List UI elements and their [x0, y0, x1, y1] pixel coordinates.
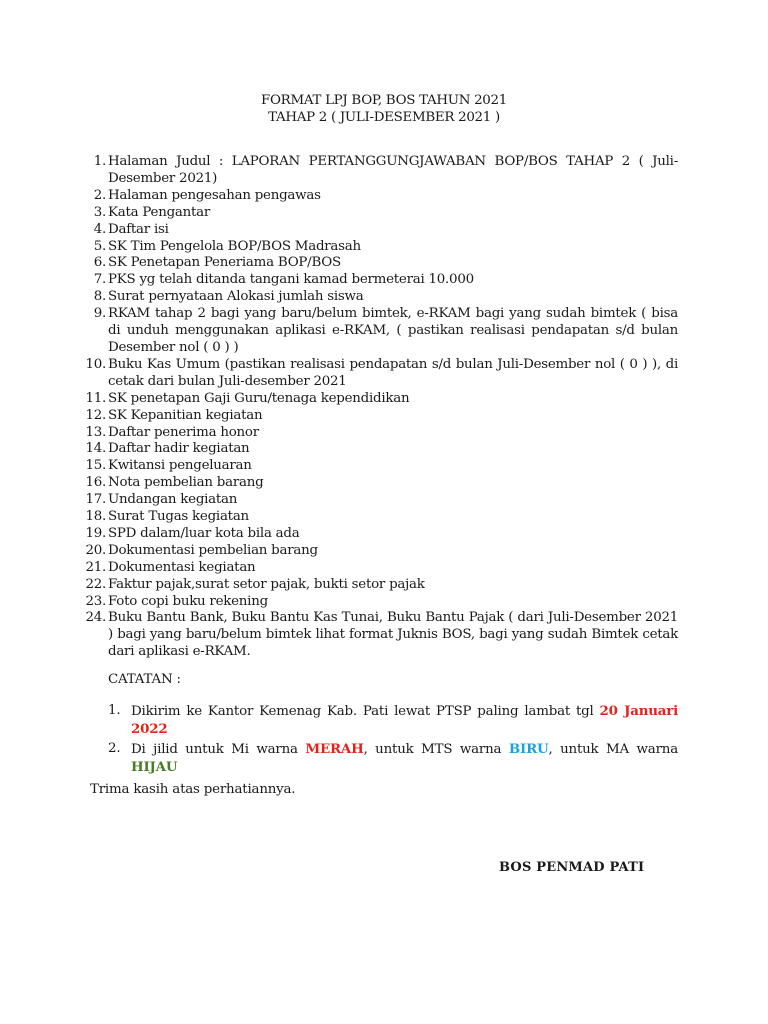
- deadline-date: 20 Januari 2022: [131, 703, 678, 737]
- list-item-number: 5.: [93, 238, 106, 254]
- color-hijau: HIJAU: [131, 758, 178, 775]
- title-line-1: FORMAT LPJ BOP, BOS TAHUN 2021: [261, 93, 507, 108]
- list-item: [76, 272, 678, 289]
- notes-list: [108, 703, 678, 779]
- list-item-number: 20.: [85, 542, 106, 558]
- list-item-number: 16.: [85, 475, 106, 491]
- list-item: [76, 441, 678, 458]
- list-item-number: 9.: [93, 306, 106, 322]
- list-item: [76, 289, 678, 306]
- list-item: [76, 594, 678, 611]
- list-item-number: 1.: [93, 154, 106, 169]
- catatan-label: CATATAN :: [108, 672, 181, 687]
- list-item-text: Buku Bantu Bank, Buku Bantu Kas Tunai, Buku Bantu Pajak ( dari Juli-Desember 2021 ) bagi yang baru/belum bimtek lihat format Juknis BOS, bagi yang sudah Bimtek cetak dari aplikasi e-RKAM.: [108, 610, 678, 660]
- note-text-part: Di jilid untuk Mi warna: [131, 741, 306, 757]
- list-item-text: SK penetapan Gaji Guru/tenaga kependidikan: [108, 390, 410, 406]
- note-item: [108, 741, 678, 777]
- list-item: [76, 408, 678, 425]
- list-item: [76, 509, 678, 526]
- list-item-text: Kata Pengantar: [108, 204, 211, 220]
- list-item: [76, 560, 678, 577]
- list-item-number: 2.: [93, 187, 106, 203]
- list-item: [76, 475, 678, 492]
- signature: BOS PENMAD PATI: [499, 860, 645, 875]
- note-item: [108, 703, 678, 739]
- list-item-number: 3.: [93, 204, 106, 220]
- list-item-text: Daftar hadir kegiatan: [108, 441, 250, 457]
- list-item-text: Surat pernyataan Alokasi jumlah siswa: [108, 289, 364, 305]
- list-item-number: 15.: [85, 458, 106, 474]
- list-item-number: 10.: [85, 356, 106, 372]
- list-item-number: 23.: [85, 593, 106, 609]
- list-item: [76, 255, 678, 272]
- color-merah: MERAH: [305, 740, 364, 757]
- list-item-number: 8.: [93, 289, 106, 305]
- list-item-text: PKS yg telah ditanda tangani kamad bermeterai 10.000: [108, 272, 474, 288]
- list-item: [76, 154, 678, 188]
- list-item-text: Nota pembelian barang: [108, 475, 264, 491]
- color-biru: BIRU: [508, 740, 549, 757]
- list-item: [76, 526, 678, 543]
- note-number: 1.: [108, 703, 121, 718]
- note-number: 2.: [108, 740, 121, 756]
- list-item: [76, 391, 678, 408]
- list-item: [76, 205, 678, 222]
- list-item-number: 24.: [85, 610, 106, 626]
- list-item-text: Daftar isi: [108, 221, 169, 237]
- list-item: [76, 577, 678, 594]
- list-item-number: 13.: [85, 424, 106, 440]
- list-item-text: Halaman pengesahan pengawas: [108, 187, 321, 203]
- note-text-part: , untuk MTS warna: [363, 741, 509, 757]
- list-item-number: 14.: [85, 441, 106, 457]
- list-item-text: Surat Tugas kegiatan: [108, 509, 249, 525]
- list-item-text: Foto copi buku rekening: [108, 593, 268, 609]
- list-item-text: SK Penetapan Peneriama BOP/BOS: [108, 255, 341, 271]
- list-item: [76, 492, 678, 509]
- closing-thanks: Trima kasih atas perhatiannya.: [90, 782, 296, 797]
- list-item-text: Dokumentasi kegiatan: [108, 559, 256, 575]
- document-title: [0, 93, 768, 127]
- list-item-text: Halaman Judul : LAPORAN PERTANGGUNGJAWABAN BOP/BOS TAHAP 2 ( Juli-Desember 2021): [108, 154, 678, 186]
- list-item-number: 21.: [85, 559, 106, 575]
- list-item-text: Faktur pajak,surat setor pajak, bukti setor pajak: [108, 576, 425, 592]
- list-item-number: 4.: [93, 221, 106, 237]
- list-item: [76, 610, 678, 661]
- list-item-number: 22.: [85, 576, 106, 592]
- list-item-text: Kwitansi pengeluaran: [108, 458, 252, 474]
- note-text: [131, 703, 678, 739]
- list-item-number: 17.: [85, 492, 106, 508]
- list-item-number: 19.: [85, 525, 106, 541]
- list-item: [76, 222, 678, 239]
- list-item-number: 7.: [93, 272, 106, 288]
- list-item-number: 12.: [85, 407, 106, 423]
- list-item-text: Daftar penerima honor: [108, 424, 259, 440]
- title-line-2: TAHAP 2 ( JULI-DESEMBER 2021 ): [268, 110, 500, 125]
- list-item: [76, 239, 678, 256]
- list-item-number: 18.: [85, 509, 106, 525]
- requirements-list: [76, 154, 678, 661]
- list-item-text: SK Tim Pengelola BOP/BOS Madrasah: [108, 238, 361, 254]
- list-item: [76, 306, 678, 357]
- list-item-text: Undangan kegiatan: [108, 492, 238, 508]
- note-text-part: Dikirim ke Kantor Kemenag Kab. Pati lewat PTSP paling lambat tgl: [131, 704, 600, 719]
- list-item-text: Buku Kas Umum (pastikan realisasi pendapatan s/d bulan Juli-Desember nol ( 0 ) ), di cetak dari bulan Juli-desember 2021: [108, 356, 678, 389]
- list-item: [76, 357, 678, 391]
- list-item-number: 11.: [85, 390, 106, 406]
- list-item: [76, 425, 678, 442]
- note-text-part: , untuk MA warna: [548, 741, 679, 757]
- note-text: [131, 741, 678, 777]
- list-item: [76, 188, 678, 205]
- list-item: [76, 458, 678, 475]
- list-item-text: Dokumentasi pembelian barang: [108, 542, 318, 558]
- list-item: [76, 543, 678, 560]
- list-item-text: RKAM tahap 2 bagi yang baru/belum bimtek, e-RKAM bagi yang sudah bimtek ( bisa di unduh menggunakan aplikasi e-RKAM, ( pastikan realisasi pendapatan s/d bulan Desember nol ( 0 ) ): [108, 306, 678, 355]
- list-item-text: SK Kepanitian kegiatan: [108, 407, 263, 423]
- list-item-text: SPD dalam/luar kota bila ada: [108, 525, 300, 541]
- list-item-number: 6.: [93, 255, 106, 271]
